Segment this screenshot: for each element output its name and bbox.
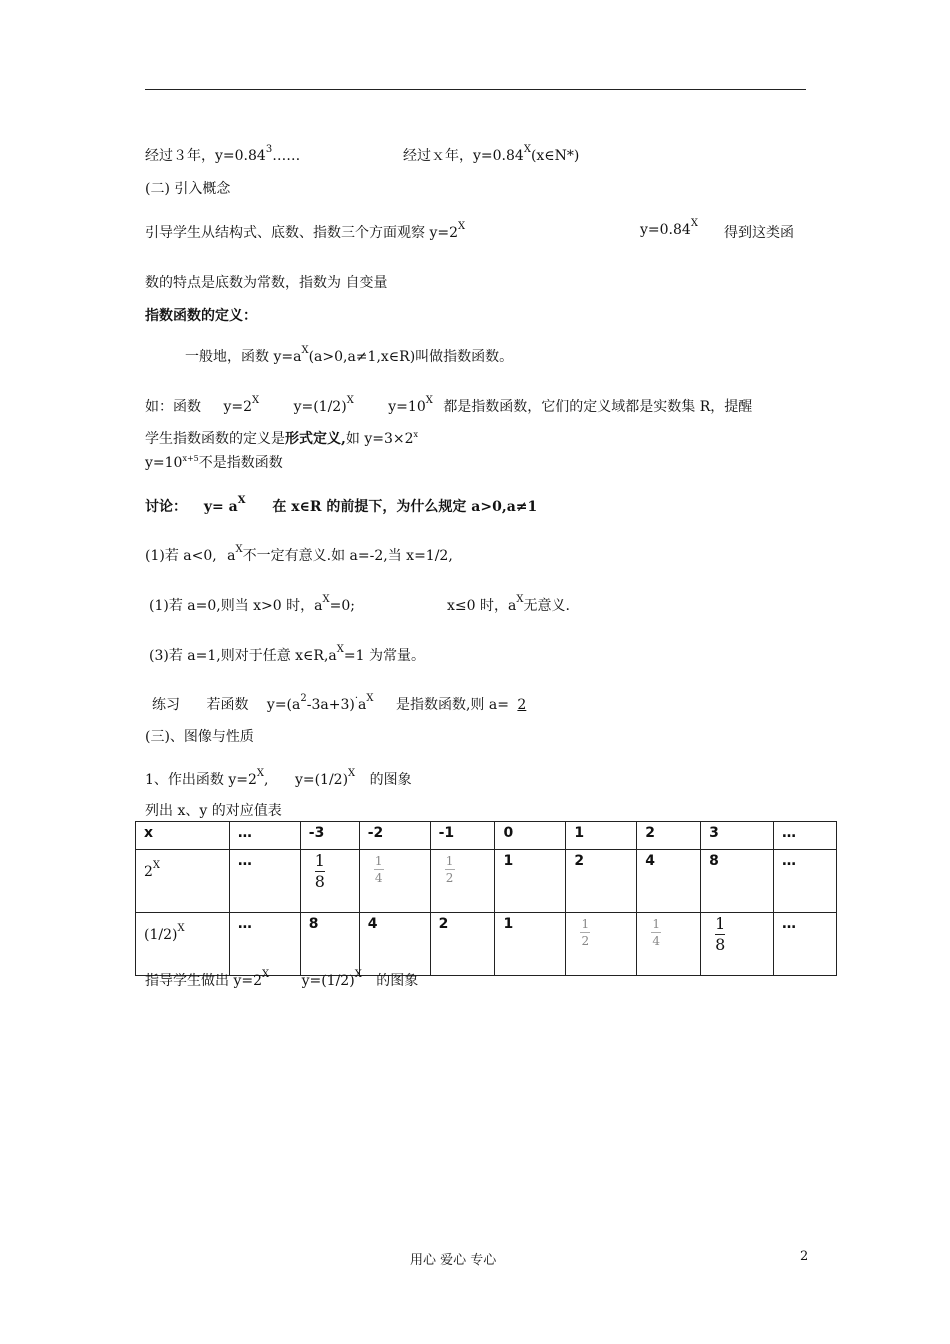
non-example-line: $y=10^{x+5}$不是指数函数 xyxy=(145,454,283,471)
case-2: (1)若 a=0,则当 x>0 时，$a^X=0$; xyxy=(149,594,355,614)
instruction-line: 指导学生做出 $y=2^X$ $y=(1/2)^X$ 的图象 xyxy=(145,969,419,989)
values-table xyxy=(135,821,837,976)
table-cell: 3 xyxy=(701,822,774,850)
table-cell: 4 xyxy=(637,850,701,913)
page-footer: 用心 爱心 专心 xyxy=(410,1253,497,1268)
header-rule xyxy=(145,89,806,90)
table-cell: … xyxy=(229,850,300,913)
practice-answer: 2 xyxy=(517,697,527,713)
table-cell: … xyxy=(774,822,837,850)
table-cell xyxy=(300,850,359,913)
table-cell: 8 xyxy=(300,913,359,976)
reminder-line: 学生指数函数的定义是形式定义,如 $y=3\times 2^x$ xyxy=(145,430,419,447)
text-line-year3: 经过３年，$y=0.84^3\dots\dots$ xyxy=(145,144,301,164)
table-intro: 列出 x、y 的对应值表 xyxy=(145,803,282,819)
table-cell: -2 xyxy=(359,822,430,850)
fraction: $\frac{1}{8}$ xyxy=(314,851,325,891)
table-cell: 2 xyxy=(637,822,701,850)
table-cell: 0 xyxy=(495,822,566,850)
text-observe: 引导学生从结构式、底数、指数三个方面观察 $y=2^X$ xyxy=(145,221,466,241)
table-cell: … xyxy=(774,913,837,976)
examples-line: 如：函数 $y=2^X$ $y=(1/2)^X$ $y=10^X$ 都是指数函数，它们的定义域都是实数集 R，提醒 xyxy=(145,395,753,415)
table-row-2x xyxy=(136,850,837,913)
table-cell xyxy=(430,850,495,913)
table-cell: -3 xyxy=(300,822,359,850)
table-row-x xyxy=(136,822,837,850)
table-cell: -1 xyxy=(430,822,495,850)
case-2-b: x≤0 时，$a^X$无意义. xyxy=(447,594,570,614)
fraction: $\frac{1}{2}$ xyxy=(581,917,590,948)
fraction: $\frac{1}{4}$ xyxy=(374,854,383,885)
table-row-label: $(1/2)^X$ xyxy=(136,913,230,976)
table-cell: 1 xyxy=(566,822,637,850)
case-3: (3)若 a=1,则对于任意 $x\in R,a^X=1$ 为常量。 xyxy=(149,644,425,664)
table-cell: 1 xyxy=(495,850,566,913)
section-heading-graph: (三)、图像与性质 xyxy=(145,729,254,745)
definition-text: 一般地，函数 $y=a^X(a>0,a\ne 1,x\in R)$叫做指数函数。 xyxy=(185,345,514,365)
page-number: 2 xyxy=(800,1249,809,1264)
text-observe-3: 得到这类函 xyxy=(724,225,794,241)
practice-line: 练习 若函数 $y=(a^2-3a+3)^\cdot a^X$ 是指数函数,则 a= 2 xyxy=(152,693,527,713)
discussion-line: 讨论： $y= a^X$ 在 x∈R 的前提下，为什么规定 a>0,a≠1 xyxy=(145,495,538,515)
table-cell xyxy=(637,913,701,976)
table-cell xyxy=(701,913,774,976)
table-cell xyxy=(359,850,430,913)
table-row-half-x xyxy=(136,913,837,976)
table-row-label: $2^X$ xyxy=(136,850,230,913)
table-cell: 2 xyxy=(566,850,637,913)
fraction: $\frac{1}{4}$ xyxy=(652,917,661,948)
text-observe-2: $y=0.84^X$ xyxy=(640,218,698,238)
table-cell: 4 xyxy=(359,913,430,976)
graph-task-line: 1、作出函数 $y=2^X$, $y=(1/2)^X$ 的图象 xyxy=(145,768,412,788)
text-line-yearx: 经过ｘ年，$y=0.84^X(x\in N*)$ xyxy=(403,144,580,164)
table-cell: … xyxy=(774,850,837,913)
table-cell xyxy=(566,913,637,976)
table-cell: 1 xyxy=(495,913,566,976)
fraction: $\frac{1}{2}$ xyxy=(445,854,454,885)
table-cell: … xyxy=(229,913,300,976)
text-characteristic: 数的特点是底数为常数，指数为 自变量 xyxy=(145,275,388,291)
table-cell: 8 xyxy=(701,850,774,913)
table-cell: … xyxy=(229,822,300,850)
section-heading-concept: (二) 引入概念 xyxy=(145,181,231,197)
case-1: (1)若 a<0, $a^X$不一定有意义.如 a=-2,当 x=1/2, xyxy=(145,544,453,564)
fraction: $\frac{1}{8}$ xyxy=(715,914,726,954)
table-cell: 2 xyxy=(430,913,495,976)
table-cell: x xyxy=(136,822,230,850)
definition-title: 指数函数的定义： xyxy=(145,308,257,324)
